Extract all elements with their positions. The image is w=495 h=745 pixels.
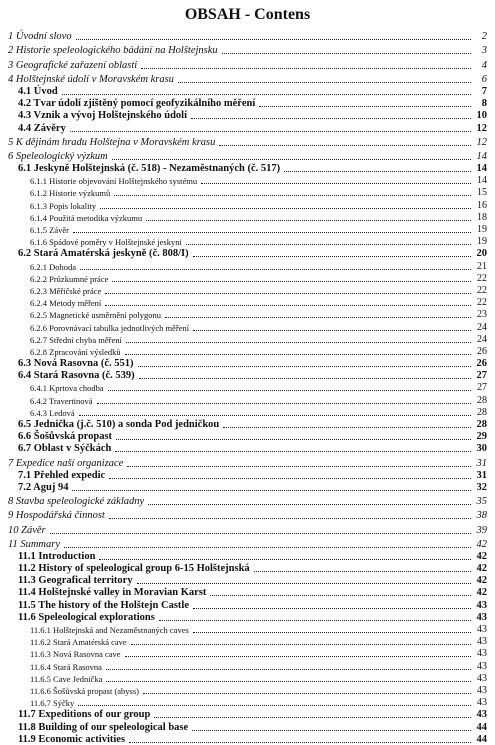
toc-entry — [8, 357, 487, 369]
toc-entry-title: 6.2.1 Dohoda — [30, 261, 77, 272]
dot-leader — [125, 354, 471, 355]
toc-entry-title: 5 K dějinám hradu Holštejna v Moravském krasu — [8, 136, 216, 148]
toc-entry-page: 38 — [476, 510, 487, 522]
dot-leader — [127, 466, 471, 467]
toc-entry-page: 3 — [481, 45, 487, 57]
toc-entry — [8, 308, 487, 320]
toc-entry — [8, 247, 487, 259]
toc-entry-page: 24 — [477, 333, 487, 345]
toc-entry-page: 30 — [476, 443, 487, 455]
toc-entry-title: 6.1.4 Použitá metodika výzkumu — [30, 212, 143, 223]
toc-entry-title: 11.7 Expeditions of our group — [18, 709, 151, 721]
toc-entry-title: 11.6.3 Nová Rasovna cave — [30, 649, 121, 660]
dot-leader — [193, 608, 471, 609]
toc-entry-title: 6.6 Šošůvská propast — [18, 431, 113, 443]
toc-entry-page: 43 — [476, 709, 487, 721]
toc-entry — [8, 495, 487, 507]
dot-leader — [193, 330, 471, 331]
toc-entry — [8, 611, 487, 623]
toc-entry-title: 11.6.5 Cave Jednička — [30, 673, 103, 684]
dot-leader — [141, 68, 471, 69]
toc-entry — [8, 97, 487, 109]
toc-entry-title: 9 Hospodářská činnost — [8, 510, 105, 522]
toc-entry-title: 6.4.2 Travertinová — [30, 395, 93, 406]
toc-entry-title: 4.3 Vznik a vývoj Holštejnského údolí — [18, 110, 187, 122]
toc-entry-page: 27 — [477, 382, 487, 394]
toc-entry-title: 6.2.3 Měřičské práce — [30, 285, 102, 296]
toc-entry-page: 6 — [481, 73, 487, 85]
toc-entry — [8, 284, 487, 296]
dot-leader — [139, 378, 471, 379]
toc-entry — [8, 708, 487, 720]
toc-entry — [8, 223, 487, 235]
dot-leader — [186, 244, 471, 245]
toc-entry-page: 22 — [477, 272, 487, 284]
toc-entry-page: 31 — [476, 457, 487, 469]
toc-entry-title: 6.1 Jeskyně Holštejnská (č. 518) - Nezaměstnaných (č. 517) — [18, 163, 281, 175]
toc-entry-title: 6.5 Jednička (j.č. 510) a sonda Pod jedničkou — [18, 419, 220, 430]
toc-entry — [8, 121, 487, 133]
dot-leader — [201, 183, 471, 184]
toc-entry — [8, 598, 487, 610]
toc-entry-page: 43 — [476, 599, 487, 611]
toc-entry-title: 6.2.6 Porovnávací tabulka jednotlivých měření — [30, 322, 190, 333]
toc-entry-page: 28 — [477, 406, 487, 418]
dot-leader — [105, 305, 471, 306]
dot-leader — [219, 145, 471, 146]
toc-entry — [8, 136, 487, 148]
table-of-contents — [8, 30, 487, 745]
toc-entry-page: 22 — [477, 284, 487, 296]
dot-leader — [131, 644, 471, 645]
toc-entry-page: 35 — [476, 496, 487, 508]
toc-entry-page: 29 — [476, 431, 487, 443]
dot-leader — [99, 559, 471, 560]
toc-entry-page: 7 — [481, 85, 487, 97]
dot-leader — [106, 681, 471, 682]
dot-leader — [284, 171, 471, 172]
toc-entry-page: 43 — [477, 636, 487, 648]
toc-entry — [8, 469, 487, 481]
toc-entry-page: 28 — [476, 419, 487, 430]
dot-leader — [105, 293, 471, 294]
toc-entry-page: 22 — [477, 297, 487, 309]
dot-leader — [116, 439, 471, 440]
toc-entry-title: 6.2 Stará Amatérská jeskyně (č. 808/I) — [18, 248, 189, 260]
dot-leader — [129, 742, 471, 743]
toc-entry-page: 21 — [477, 260, 487, 272]
toc-entry — [8, 186, 487, 198]
dot-leader — [193, 632, 471, 633]
toc-entry-page: 42 — [476, 587, 487, 599]
dot-leader — [178, 82, 471, 83]
toc-entry-title: 6.1.6 Spádové poměry v Holštejnské jeskyni — [30, 237, 182, 248]
toc-entry-title: 6.1.5 Závěr — [30, 225, 69, 235]
toc-entry-page: 16 — [477, 199, 487, 211]
dot-leader — [106, 669, 471, 670]
toc-entry-page: 42 — [476, 538, 487, 550]
toc-entry — [8, 393, 487, 405]
toc-entry-page: 42 — [476, 563, 487, 575]
dot-leader — [73, 232, 471, 233]
toc-entry-title: 6.1.3 Popis lokality — [30, 200, 97, 211]
dot-leader — [154, 717, 471, 718]
toc-entry-page: 8 — [481, 98, 487, 110]
toc-entry-title: 6.4 Stará Rasovna (č. 539) — [18, 370, 135, 382]
toc-entry — [8, 481, 487, 493]
dot-leader — [143, 693, 471, 694]
toc-entry — [8, 574, 487, 586]
toc-entry-title: 6.2.8 Zpracování výsledků — [30, 346, 121, 357]
dot-leader — [112, 281, 471, 282]
toc-entry-title: 11.5 The history of the Holštejn Castle — [18, 599, 190, 611]
toc-entry — [8, 174, 487, 186]
toc-entry — [8, 442, 487, 454]
toc-entry — [8, 562, 487, 574]
dot-leader — [50, 533, 471, 534]
dot-leader — [159, 620, 471, 621]
dot-leader — [126, 342, 471, 343]
toc-entry-page: 43 — [477, 648, 487, 660]
toc-entry-title: 6.4.1 Kprtova chodba — [30, 383, 104, 394]
toc-entry-page: 2 — [481, 31, 487, 43]
dot-leader — [109, 518, 471, 519]
toc-entry — [8, 333, 487, 345]
toc-entry-page: 32 — [476, 481, 487, 493]
dot-leader — [115, 451, 471, 452]
toc-entry — [8, 523, 487, 535]
toc-entry-page: 12 — [476, 136, 487, 148]
dot-leader — [76, 39, 471, 40]
dot-leader — [109, 478, 471, 479]
dot-leader — [80, 269, 471, 270]
toc-entry-title: 11.1 Introduction — [18, 550, 96, 562]
dot-leader — [70, 131, 471, 132]
dot-leader — [210, 595, 471, 596]
toc-entry — [8, 235, 487, 247]
toc-entry — [8, 259, 487, 271]
toc-entry-page: 43 — [477, 672, 487, 684]
toc-entry-title: 11.6.1 Holštejnská and Nezaměstnaných caves — [30, 625, 189, 635]
toc-entry — [8, 696, 487, 708]
toc-entry-title: 11 Summary — [8, 538, 61, 550]
dot-leader — [97, 403, 471, 404]
dot-leader — [223, 427, 471, 428]
toc-entry-title: 6.4.3 Ledová — [30, 407, 75, 418]
toc-entry — [8, 381, 487, 393]
toc-entry — [8, 720, 487, 732]
toc-entry — [8, 430, 487, 442]
toc-entry-title: 11.6.6 Šošůvská propast (abyss) — [30, 685, 139, 696]
toc-entry-page: 15 — [477, 187, 487, 199]
toc-entry-page: 20 — [476, 248, 487, 260]
toc-entry — [8, 30, 487, 42]
toc-entry-page: 39 — [476, 524, 487, 536]
toc-entry-page: 44 — [476, 733, 487, 745]
toc-entry-page: 12 — [476, 122, 487, 134]
toc-entry-title: 8 Stavba speleologické základny — [8, 496, 145, 508]
dot-leader — [138, 366, 472, 367]
page-title: OBSAH - Contens — [184, 6, 311, 23]
toc-entry — [8, 369, 487, 381]
toc-entry-title: 4 Holštejnské údolí v Moravském krasu — [8, 73, 174, 85]
toc-entry-page: 18 — [477, 211, 487, 223]
toc-entry-title: 11.6 Speleological explorations — [18, 611, 155, 623]
dot-leader — [62, 94, 471, 95]
dot-leader — [148, 504, 471, 505]
toc-entry-page: 19 — [477, 224, 487, 235]
toc-entry-title: 7.2 Aguj 94 — [18, 481, 69, 493]
toc-entry — [8, 109, 487, 121]
dot-leader — [222, 53, 471, 54]
toc-entry-title: 11.4 Holštejnské valley in Moravian Karst — [18, 587, 207, 599]
toc-entry-title: 6.2.4 Metody měření — [30, 298, 102, 309]
toc-entry-page: 19 — [477, 236, 487, 248]
toc-entry — [8, 733, 487, 745]
toc-entry — [8, 296, 487, 308]
toc-entry-page: 43 — [477, 697, 487, 709]
toc-entry — [8, 44, 487, 56]
dot-leader — [78, 705, 471, 706]
dot-leader — [108, 390, 471, 391]
toc-entry-title: 11.8 Building of our speleological base — [18, 721, 189, 733]
toc-entry-title: 11.3 Geografical territory — [18, 575, 133, 587]
dot-leader — [72, 490, 471, 491]
toc-entry-page: 43 — [476, 611, 487, 623]
toc-entry — [8, 162, 487, 174]
dot-leader — [165, 317, 471, 318]
toc-entry — [8, 623, 487, 635]
toc-entry-title: 1 Úvodní slovo — [8, 31, 72, 43]
toc-entry-title: 3 Geografické zařazení oblasti — [8, 59, 138, 71]
toc-entry-page: 31 — [476, 469, 487, 481]
toc-entry — [8, 272, 487, 284]
dot-leader — [114, 195, 471, 196]
dot-leader — [192, 730, 471, 731]
toc-entry — [8, 586, 487, 598]
toc-entry-title: 10 Závěr — [8, 524, 46, 536]
toc-entry-page: 26 — [476, 358, 487, 370]
toc-entry — [8, 73, 487, 85]
toc-entry-page: 43 — [477, 624, 487, 635]
toc-entry-title: 11.6.2 Stará Amatérská cave — [30, 637, 127, 648]
toc-entry-page: 27 — [476, 370, 487, 382]
toc-entry-title: 6.2.7 Střední chyba měření — [30, 334, 122, 345]
toc-entry — [8, 406, 487, 418]
dot-leader — [64, 547, 471, 548]
toc-entry-title: 4.1 Úvod — [18, 85, 58, 97]
toc-entry-title: 7.1 Přehled expedic — [18, 469, 106, 481]
toc-entry — [8, 320, 487, 332]
toc-entry-page: 28 — [477, 394, 487, 406]
toc-entry-page: 43 — [477, 684, 487, 696]
toc-entry-title: 2 Historie speleologického bádání na Holštejnsku — [8, 45, 218, 57]
toc-entry — [8, 684, 487, 696]
toc-entry — [8, 345, 487, 357]
dot-leader — [79, 415, 471, 416]
toc-entry-page: 4 — [481, 59, 487, 71]
toc-entry-title: 6.1.1 Historie objevování Holštejnského systému — [30, 176, 198, 187]
dot-leader — [146, 220, 471, 221]
toc-entry-page: 42 — [476, 575, 487, 587]
dot-leader — [191, 118, 471, 119]
toc-entry-page: 24 — [477, 321, 487, 333]
toc-entry — [8, 85, 487, 97]
toc-entry-page: 14 — [476, 150, 487, 162]
dot-leader — [137, 583, 471, 584]
toc-entry — [8, 509, 487, 521]
toc-entry-page: 14 — [476, 163, 487, 175]
toc-entry-title: 11.2 History of speleological group 6-15 Holštejnská — [18, 563, 250, 575]
toc-entry — [8, 198, 487, 210]
toc-entry-title: 6.2.5 Magnetické usměrnění polygonu — [30, 310, 162, 321]
toc-entry — [8, 672, 487, 684]
toc-entry-title: 11.9 Economic activities — [18, 733, 126, 745]
toc-entry — [8, 58, 487, 70]
toc-entry-page: 42 — [476, 550, 487, 562]
toc-entry-title: 11.6.7 Sýčky — [30, 698, 75, 709]
dot-leader — [112, 159, 471, 160]
dot-leader — [193, 256, 471, 257]
toc-entry-title: 6.1.2 Historie výzkumů — [30, 188, 111, 199]
toc-entry-title: 4.4 Závěry — [18, 122, 66, 134]
toc-entry — [8, 418, 487, 430]
toc-entry-page: 23 — [477, 309, 487, 321]
toc-entry — [8, 538, 487, 550]
toc-entry-title: 7 Expedice naší organizace — [8, 457, 124, 469]
toc-entry — [8, 635, 487, 647]
toc-entry-title: 11.6.4 Stará Rasovna — [30, 661, 102, 672]
dot-leader — [254, 571, 471, 572]
dot-leader — [259, 106, 471, 107]
toc-entry-page: 10 — [476, 110, 487, 122]
toc-entry-title: 6 Speleologický výzkum — [8, 150, 108, 162]
toc-entry — [8, 647, 487, 659]
toc-entry — [8, 456, 487, 468]
toc-entry-title: 6.3 Nová Rasovna (č. 551) — [18, 358, 134, 370]
toc-entry — [8, 659, 487, 671]
toc-entry-title: 4.2 Tvar údolí zjištěný pomocí geofyzikálního měření — [18, 98, 256, 110]
toc-entry — [8, 150, 487, 162]
toc-entry — [8, 550, 487, 562]
toc-entry — [8, 211, 487, 223]
toc-entry-page: 44 — [476, 721, 487, 733]
dot-leader — [125, 656, 471, 657]
toc-entry-title: 6.2.2 Průzkumné práce — [30, 273, 109, 284]
dot-leader — [100, 208, 471, 209]
toc-entry-page: 14 — [477, 175, 487, 187]
toc-entry-title: 6.7 Oblast v Sýčkách — [18, 443, 112, 455]
toc-entry-page: 26 — [477, 345, 487, 357]
toc-entry-page: 43 — [477, 660, 487, 672]
